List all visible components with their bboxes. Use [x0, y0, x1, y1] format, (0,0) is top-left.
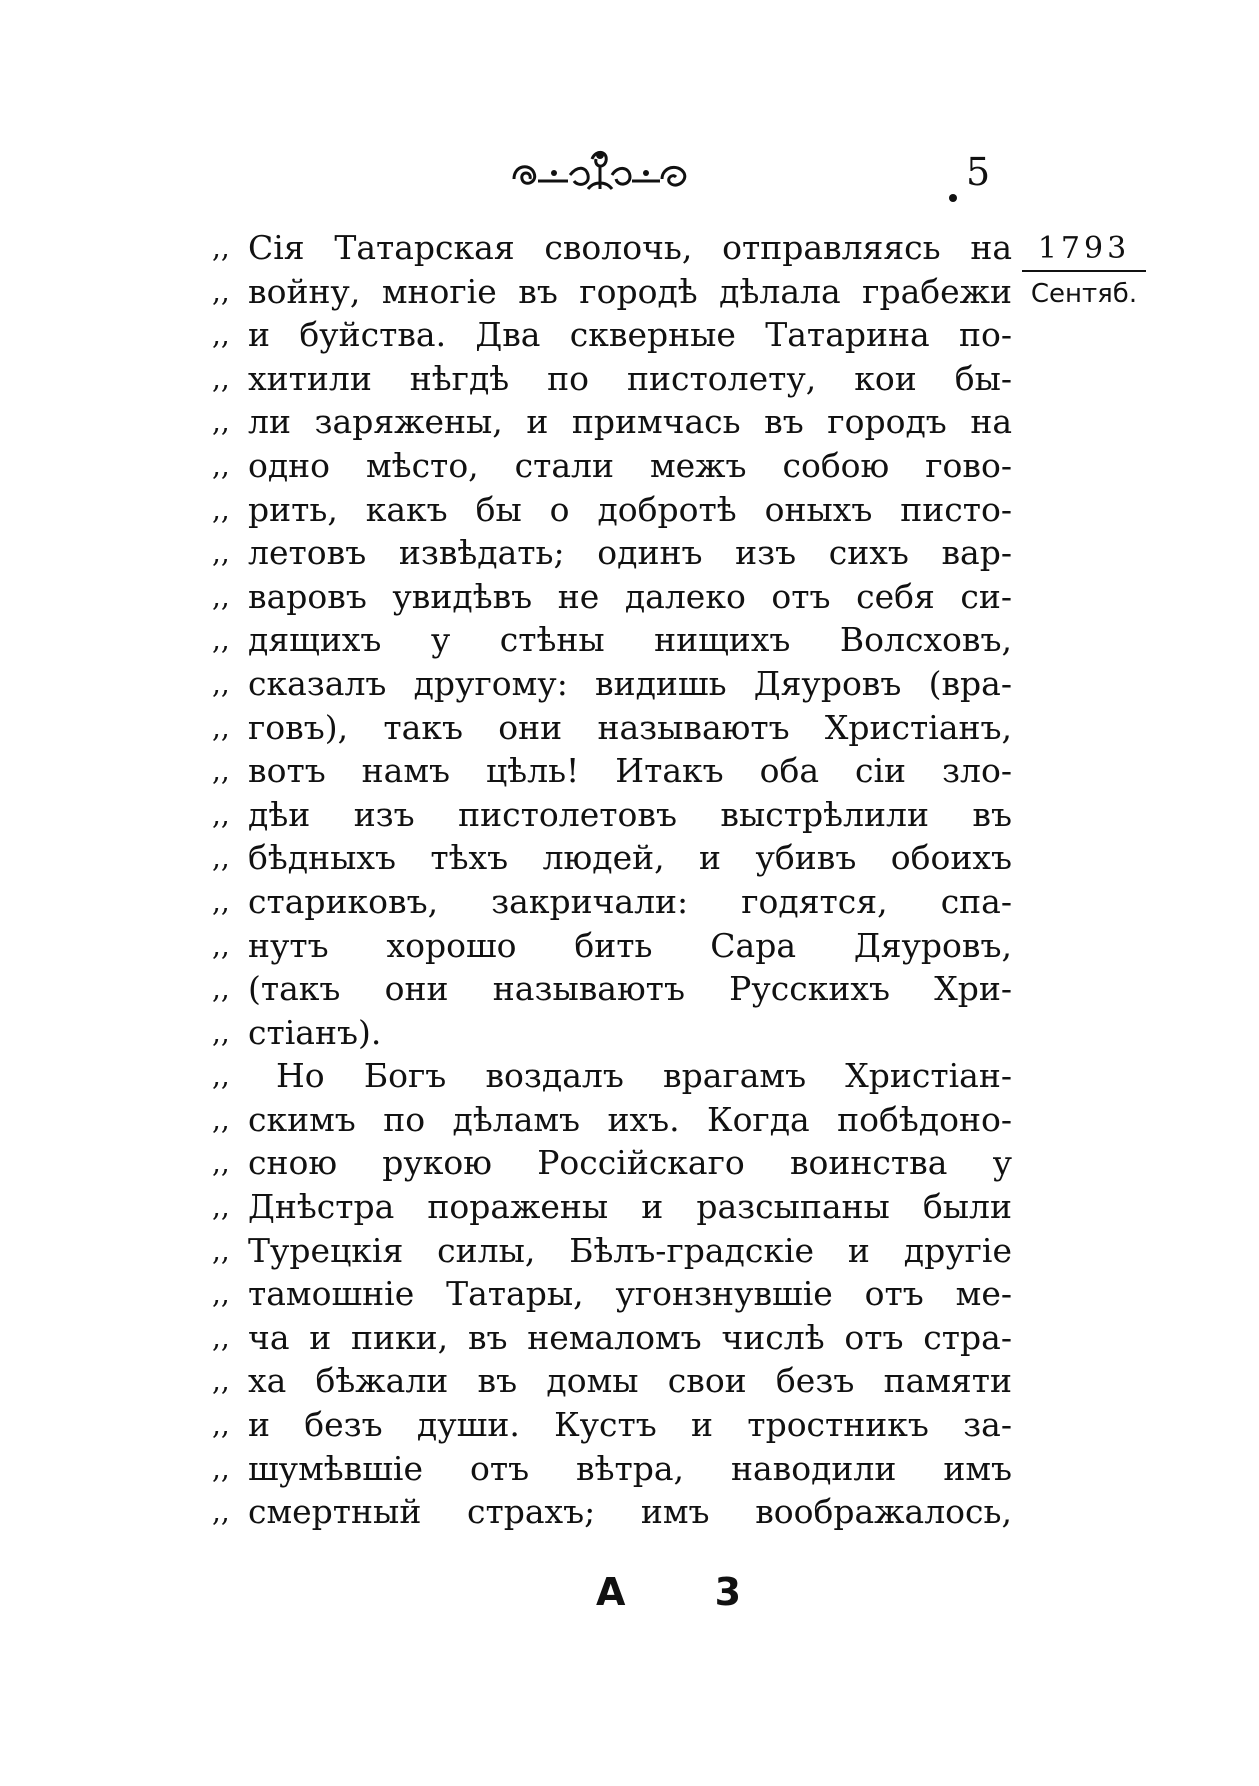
- quote-mark: ,,: [212, 666, 230, 700]
- line-text: варовъ увидѣвъ не далеко отъ себя си-: [248, 576, 1012, 616]
- line-text: и буйства. Два скверные Татарина по-: [248, 315, 1012, 355]
- quote-mark: ,,: [212, 710, 230, 744]
- line-text: летовъ извѣдать; одинъ изъ сихъ вар-: [248, 533, 1012, 573]
- line-text: дящихъ у стѣны нищихъ Волсховъ,: [248, 620, 1012, 660]
- quote-mark: ,,: [212, 1015, 230, 1049]
- text-line: [212, 1054, 1012, 1098]
- quote-mark: ,,: [212, 448, 230, 482]
- quote-mark: ,,: [212, 1059, 230, 1093]
- line-text: шумѣвшіе отъ вѣтра, наводили имъ: [248, 1448, 1012, 1488]
- quote-mark: ,,: [212, 841, 230, 875]
- text-line: [212, 793, 1012, 837]
- quote-mark: ,,: [212, 1408, 230, 1442]
- text-line: [212, 357, 1012, 401]
- margin-year: 1793: [1037, 231, 1131, 266]
- line-text: ли заряжены, и примчась въ городъ на: [248, 402, 1012, 442]
- line-text: рить, какъ бы о добротѣ оныхъ писто-: [248, 489, 1012, 529]
- quote-mark: ,,: [212, 1146, 230, 1180]
- line-text: нутъ хорошо бить Сара Дяуровъ,: [248, 925, 1012, 965]
- line-text: тамошніе Татары, угонзнувшіе отъ ме-: [248, 1274, 1012, 1314]
- text-line: [212, 706, 1012, 750]
- line-text: смертный страхъ; имъ воображалось,: [248, 1492, 1012, 1532]
- floral-ornament-icon: [508, 145, 692, 197]
- margin-note: [1018, 230, 1150, 312]
- quote-mark: ,,: [212, 928, 230, 962]
- text-line: [212, 880, 1012, 924]
- quote-mark: ,,: [212, 274, 230, 308]
- text-line: [212, 1447, 1012, 1491]
- line-text: говъ), такъ они называютъ Христіанъ,: [248, 707, 1012, 747]
- text-line: [212, 531, 1012, 575]
- text-line: [212, 575, 1012, 619]
- line-text: скимъ по дѣламъ ихъ. Когда побѣдоно-: [248, 1099, 1012, 1139]
- quote-mark: ,,: [212, 231, 230, 264]
- text-line: [212, 1229, 1012, 1273]
- quote-mark: ,,: [212, 1495, 230, 1529]
- line-text: ча и пики, въ немаломъ числѣ отъ стра-: [248, 1317, 1012, 1357]
- quote-mark: ,,: [212, 318, 230, 352]
- text-line: [212, 1359, 1012, 1403]
- line-text: сказалъ другому: видишь Дяуровъ (вра-: [248, 663, 1012, 703]
- text-line: [212, 618, 1012, 662]
- text-line: [212, 1403, 1012, 1447]
- text-line: [212, 226, 1012, 270]
- text-line: [212, 1011, 1012, 1055]
- line-text: вотъ намъ цѣль! Итакъ оба сіи зло-: [248, 751, 1012, 791]
- line-text: и безъ души. Кустъ и тростникъ за-: [248, 1405, 1012, 1445]
- line-text: Сія Татарская сволочь, отправляясь на: [248, 228, 1012, 267]
- text-line: [212, 488, 1012, 532]
- text-line: [212, 967, 1012, 1011]
- text-line: [212, 444, 1012, 488]
- line-text: Днѣстра поражены и разсыпаны были: [248, 1187, 1012, 1227]
- page-number-dot: [949, 194, 957, 202]
- line-text: сною рукою Россійскаго воинства у: [248, 1143, 1012, 1183]
- quote-mark: ,,: [212, 1190, 230, 1224]
- line-text: одно мѣсто, стали межъ собою гово-: [248, 445, 1012, 485]
- line-text: дѣи изъ пистолетовъ выстрѣлили въ: [248, 794, 1012, 834]
- line-text: хитили нѣгдѣ по пистолету, кои бы-: [248, 358, 1012, 398]
- quote-mark: ,,: [212, 536, 230, 570]
- line-text: стариковъ, закричали: годятся, спа-: [248, 881, 1012, 921]
- text-line: [212, 924, 1012, 968]
- line-text: войну, многіе въ городѣ дѣлала грабежи: [248, 271, 1012, 311]
- page-number: 5: [966, 150, 991, 194]
- line-text: (такъ они называютъ Русскихъ Хри-: [248, 969, 1012, 1009]
- signature-mark: А 3: [596, 1570, 780, 1614]
- text-line: [212, 400, 1012, 444]
- quote-mark: ,,: [212, 1277, 230, 1311]
- quote-mark: ,,: [212, 884, 230, 918]
- text-line: [212, 1272, 1012, 1316]
- line-text: бѣдныхъ тѣхъ людей, и убивъ обоихъ: [248, 838, 1012, 878]
- line-text: стіанъ).: [248, 1012, 382, 1052]
- margin-month: Сентяб.: [1030, 279, 1138, 309]
- margin-rule: [1022, 270, 1146, 272]
- body-text: [212, 226, 1012, 1534]
- quote-mark: ,,: [212, 1320, 230, 1354]
- quote-mark: ,,: [212, 492, 230, 526]
- line-text: Но Богъ воздалъ врагамъ Христіан-: [276, 1056, 1012, 1096]
- quote-mark: ,,: [212, 754, 230, 788]
- quote-mark: ,,: [212, 579, 230, 613]
- quote-mark: ,,: [212, 361, 230, 395]
- text-line: [212, 749, 1012, 793]
- text-line: [212, 1141, 1012, 1185]
- text-line: [212, 836, 1012, 880]
- text-line: [212, 1316, 1012, 1360]
- text-line: [212, 313, 1012, 357]
- quote-mark: ,,: [212, 1451, 230, 1485]
- line-text: Турецкія силы, Бѣлъ-градскіе и другіе: [248, 1230, 1012, 1270]
- text-line: [212, 270, 1012, 314]
- text-line: [212, 1185, 1012, 1229]
- text-line: [212, 662, 1012, 706]
- quote-mark: ,,: [212, 972, 230, 1006]
- quote-mark: ,,: [212, 1364, 230, 1398]
- quote-mark: ,,: [212, 1233, 230, 1267]
- quote-mark: ,,: [212, 1102, 230, 1136]
- text-line: [212, 1490, 1012, 1534]
- quote-mark: ,,: [212, 405, 230, 439]
- quote-mark: ,,: [212, 623, 230, 657]
- line-text: ха бѣжали въ домы свои безъ памяти: [248, 1361, 1012, 1401]
- text-line: [212, 1098, 1012, 1142]
- quote-mark: ,,: [212, 797, 230, 831]
